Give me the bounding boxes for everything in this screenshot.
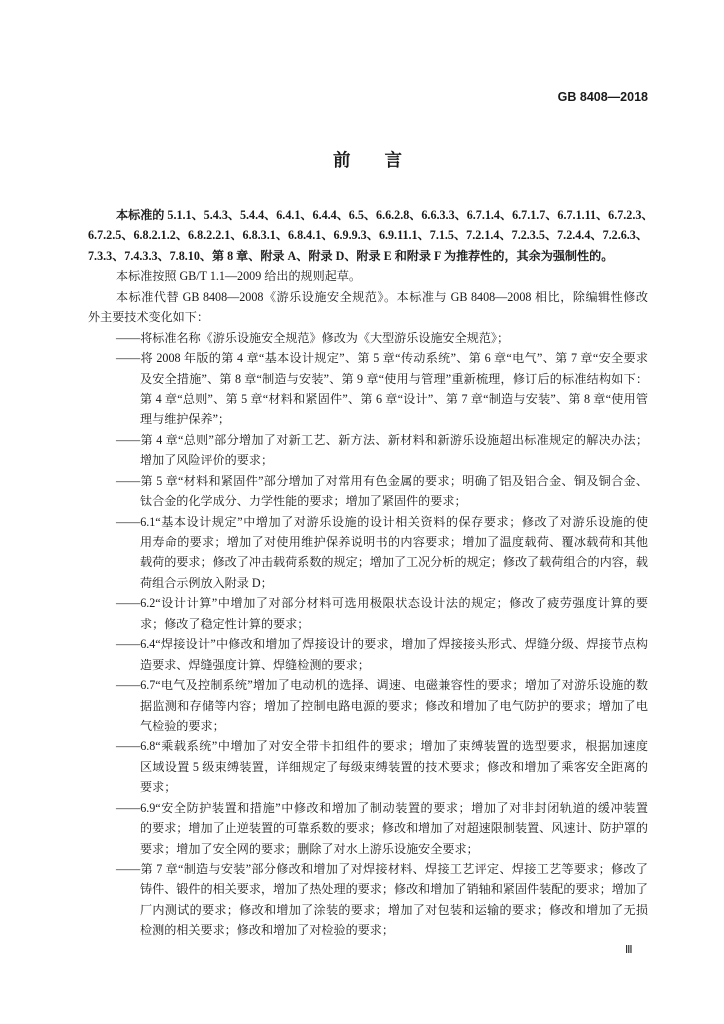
change-item bbox=[88, 736, 648, 797]
text-line: ——6.9“安全防护装置和措施”中修改和增加了制动装置的要求；增加了对非封闭轨道的缓冲装置 bbox=[116, 800, 648, 815]
text-line: 气检验的要求； bbox=[140, 718, 225, 733]
change-item bbox=[88, 348, 648, 430]
text-line: 增加了风险评价的要求； bbox=[140, 453, 274, 468]
text-line: 第 4 章“总则”、第 5 章“材料和紧固件”、第 6 章“设计”、第 7 章“制造与安装”、第 8 章“使用管 bbox=[140, 391, 648, 406]
text-line: 区域设置 5 级束缚装置，详细规定了每级束缚装置的技术要求；修改和增加了乘客安全距离的 bbox=[140, 759, 648, 774]
text-line: ——6.4“焊接设计”中修改和增加了焊接设计的要求，增加了焊接接头形式、焊缝分级、焊接节点构 bbox=[116, 637, 648, 652]
text-line: 要求； bbox=[140, 780, 177, 795]
text-line: ——第 5 章“材料和紧固件”部分增加了对常用有色金属的要求；明确了铝及铝合金、铜及铜合金、 bbox=[116, 473, 648, 488]
text-line: 的要求；增加了止逆装置的可靠系数的要求；修改和增加了对超速限制装置、风速计、防护罩的 bbox=[140, 821, 648, 836]
text-line: 要求；增加了安全网的要求；删除了对水上游乐设施安全要求； bbox=[140, 841, 479, 856]
text-line: 钛合金的化学成分、力学性能的要求；增加了紧固件的要求； bbox=[140, 494, 467, 509]
text-line: 据监测和存储等内容；增加了控制电路电源的要求；修改和增加了电气防护的要求；增加了电 bbox=[140, 698, 648, 713]
text-line: 理与维护保养”； bbox=[140, 412, 231, 427]
text-line: 用寿命的要求；增加了对使用维护保养说明书的内容要求；增加了温度载荷、覆冰载荷和其他 bbox=[140, 535, 648, 549]
text-line: 求；修改了稳定性计算的要求； bbox=[140, 616, 310, 631]
change-item bbox=[88, 328, 648, 348]
text-line: 荷组合示例放入附录 D； bbox=[140, 575, 273, 590]
text-line: 7.3.3、7.4.3.3、7.8.10、第 8 章、附录 A、附录 D、附录 E 和附录 F 为推荐性的，其余为强制性的。 bbox=[88, 248, 614, 263]
change-item bbox=[88, 859, 648, 941]
change-item bbox=[88, 593, 648, 634]
text-line: ——第 7 章“制造与安装”部分修改和增加了对焊接材料、焊接工艺评定、焊接工艺等要求；修改了 bbox=[116, 862, 648, 876]
changes-list bbox=[88, 328, 648, 941]
text-line: ——将 2008 年版的第 4 章“基本设计规定”、第 5 章“传动系统”、第 6 章“电气”、第 7 章“安全要求 bbox=[116, 351, 648, 366]
text-line: 厂内测试的要求；修改和增加了涂装的要求；增加了对包装和运输的要求；修改和增加了无损 bbox=[140, 902, 648, 917]
text-line: 本标准的 5.1.1、5.4.3、5.4.4、6.4.1、6.4.4、6.5、6.6.2.8、6.6.3.3、6.7.1.4、6.7.1.7、6.7.1.11、6.7.2.3、 bbox=[116, 208, 654, 222]
text-line: 外主要技术变化如下： bbox=[88, 310, 209, 325]
text-line: 铸件、锻件的相关要求，增加了热处理的要求；修改和增加了销轴和紧固件装配的要求；增加了 bbox=[140, 882, 648, 897]
change-item bbox=[88, 430, 648, 471]
text-line: 造要求、焊缝强度计算、焊缝检测的要求； bbox=[140, 657, 370, 672]
change-item bbox=[88, 634, 648, 675]
change-item bbox=[88, 512, 648, 594]
text-line: 本标准代替 GB 8408—2008《游乐设施安全规范》。本标准与 GB 8408—2008 相比，除编辑性修改 bbox=[116, 289, 648, 304]
paragraph-replacement bbox=[88, 287, 648, 328]
paragraph-drafting-rules bbox=[88, 266, 648, 286]
text-line: ——6.1“基本设计规定”中增加了对游乐设施的设计相关资料的保存要求；修改了对游乐设施的使 bbox=[116, 514, 648, 529]
standard-number: GB 8408—2018 bbox=[557, 90, 648, 104]
text-line: 6.7.2.5、6.8.2.1.2、6.8.2.2.1、6.8.3.1、6.8.4.1、6.9.9.3、6.9.11.1、7.1.5、7.2.1.4、7.2.3.5、7.2.4.4、7.2.6.3、 bbox=[88, 228, 648, 243]
text-line: ——6.8“乘载系统”中增加了对安全带卡扣组件的要求；增加了束缚装置的选型要求，根据加速度 bbox=[116, 739, 648, 754]
foreword-body bbox=[88, 205, 654, 941]
text-line: ——6.2“设计计算”中增加了对部分材料可选用极限状态设计法的规定；修改了疲劳强度计算的要 bbox=[116, 596, 648, 611]
change-item bbox=[88, 675, 648, 736]
text-line: 检测的相关要求；修改和增加了对检验的要求； bbox=[140, 923, 394, 938]
text-line: ——第 4 章“总则”部分增加了对新工艺、新方法、新材料和新游乐设施超出标准规定的解决办法； bbox=[116, 432, 648, 447]
text-line: 及安全措施”、第 8 章“制造与安装”、第 9 章“使用与管理”重新梳理，修订后的标准结构如下： bbox=[140, 371, 648, 386]
change-item bbox=[88, 798, 648, 859]
page-number: Ⅲ bbox=[625, 944, 633, 956]
text-line: ——6.7“电气及控制系统”增加了电动机的选择、调速、电磁兼容性的要求；增加了对游乐设施的数 bbox=[116, 678, 648, 693]
text-line: 载荷的要求；修改了冲击载荷系数的规定；增加了工况分析的规定；修改了载荷组合的内容，载 bbox=[140, 555, 648, 570]
change-item bbox=[88, 471, 648, 512]
paragraph-recommended-clauses bbox=[88, 205, 654, 266]
page-title: 前 言 bbox=[333, 150, 411, 170]
text-line: 本标准按照 GB/T 1.1—2009 给出的规则起草。 bbox=[116, 269, 362, 284]
text-line: ——将标准名称《游乐设施安全规范》修改为《大型游乐设施安全规范》； bbox=[116, 330, 510, 345]
